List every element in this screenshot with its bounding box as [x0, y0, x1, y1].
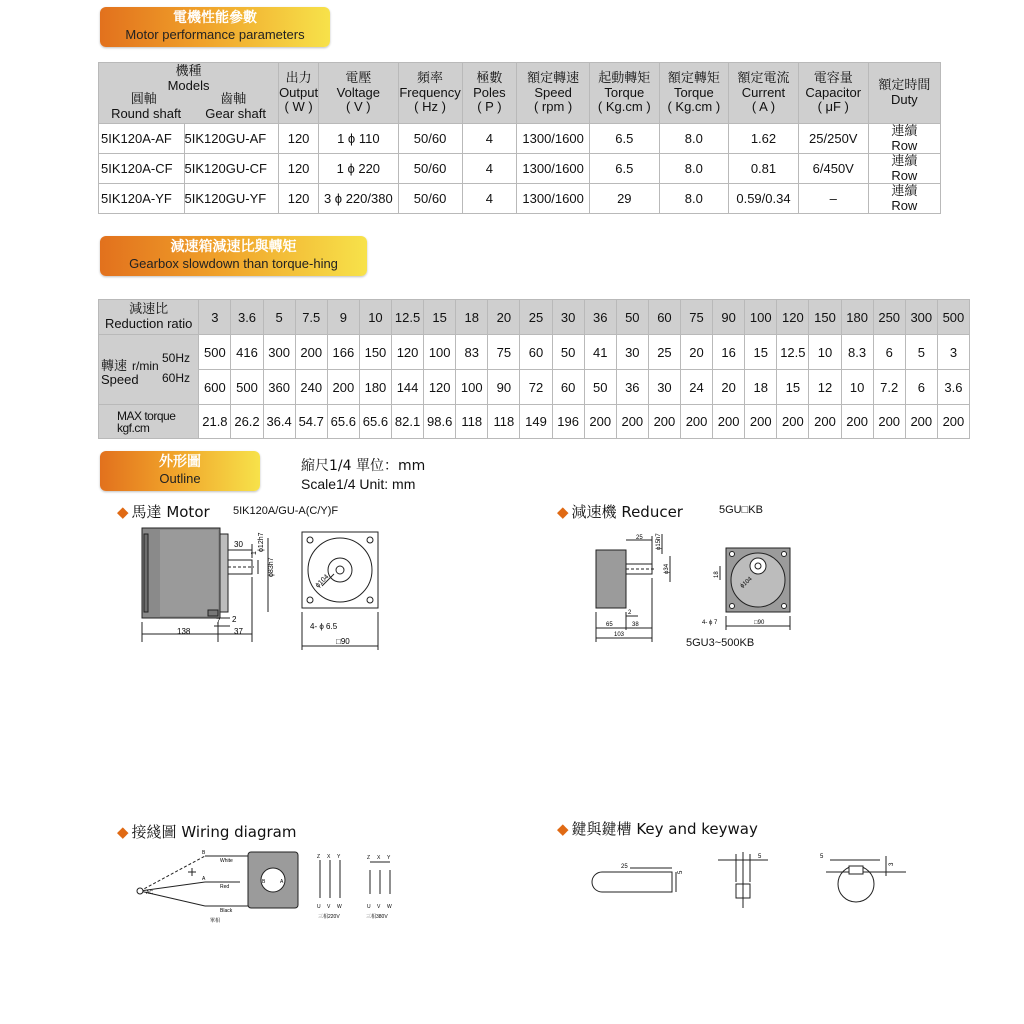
gear-cell-speed50: 5 — [905, 335, 937, 370]
cell-frequency: 50/60 — [398, 154, 462, 184]
gear-cell-speed50: 50 — [552, 335, 584, 370]
perf-banner — [100, 7, 330, 47]
gear-cell-speed50: 300 — [263, 335, 295, 370]
gear-cell-ratios: 18 — [456, 300, 488, 335]
gear-cell-speed60: 12 — [809, 370, 841, 405]
gear-cell-speed50: 10 — [809, 335, 841, 370]
gear-cell-speed50: 6 — [873, 335, 905, 370]
cell-frequency: 50/60 — [398, 124, 462, 154]
key-w2: 5 — [758, 854, 762, 860]
gear-cell-ratios: 300 — [905, 300, 937, 335]
dim-83h7: ϕ83h7 — [268, 557, 275, 577]
cell-duty: 連續 Row — [868, 124, 940, 154]
wiring-section-title: ◆ 接綫圖 Wiring diagram — [117, 823, 297, 841]
gear-cell-speed60: 50 — [584, 370, 616, 405]
cell-gear: 5IK120GU-YF — [184, 184, 279, 214]
gear-cell-speed60: 240 — [295, 370, 327, 405]
gear-cell-ratios: 3 — [199, 300, 231, 335]
poles-header: 極數 Poles ( P ) — [462, 63, 517, 124]
key-len: 25 — [621, 864, 628, 870]
dim-38: 38 — [632, 622, 639, 628]
gear-cell-speed60: 600 — [199, 370, 231, 405]
wire-white: White — [220, 858, 233, 864]
gear-cell-torque: 26.2 — [231, 405, 263, 439]
cell-poles: 4 — [462, 154, 517, 184]
diamond-icon: ◆ — [557, 504, 569, 521]
w2: W — [387, 904, 392, 910]
dim-37: 37 — [234, 627, 243, 636]
reducer-drawing — [590, 530, 810, 650]
gear-cell-ratios: 120 — [777, 300, 809, 335]
speed-header: 額定轉速 Speed ( rpm ) — [517, 63, 590, 124]
gear-banner — [100, 236, 367, 276]
gear-cell-speed60: 20 — [713, 370, 745, 405]
wire-a: A — [202, 876, 206, 882]
motor-a: A — [280, 879, 284, 885]
wire-b: B — [202, 850, 206, 856]
gear-cell-speed60: 60 — [552, 370, 584, 405]
dim-30: 30 — [234, 540, 243, 549]
gear-cell-speed50: 15 — [745, 335, 777, 370]
y2: Y — [387, 855, 391, 861]
cell-poles: 4 — [462, 124, 517, 154]
reducer-model: 5GU□KB — [719, 504, 763, 516]
gear-cell-speed60: 24 — [680, 370, 712, 405]
gear-cell-torque: 200 — [680, 405, 712, 439]
v380: 三相380V — [366, 914, 388, 920]
diamond-icon: ◆ — [557, 821, 569, 838]
u2: U — [367, 904, 371, 910]
gear-cell-torque: 200 — [745, 405, 777, 439]
dim-holes-r: 4- ϕ 7 — [702, 620, 718, 626]
dim-1: 1 — [251, 551, 258, 555]
models-header: 機種 Models 圓軸 齒軸 Round shaft Gear shaft — [99, 63, 279, 124]
gear-cell-ratios: 50 — [616, 300, 648, 335]
gear-table — [98, 299, 970, 439]
gear-cell-torque: 200 — [937, 405, 969, 439]
gear-cell-torque: 200 — [713, 405, 745, 439]
dim-2: 2 — [232, 615, 237, 624]
key-section-title: ◆ 鍵與鍵槽 Key and keyway — [557, 820, 758, 838]
perf-table — [98, 62, 941, 214]
ratio-label: 減速比 Reduction ratio — [99, 300, 199, 335]
gear-cell-speed50: 166 — [327, 335, 359, 370]
rated-torque-header: 額定轉矩 Torque ( Kg.cm ) — [659, 63, 729, 124]
wire-black: Black — [220, 908, 233, 914]
gear-cell-ratios: 20 — [488, 300, 520, 335]
cell-capacitor: 25/250V — [798, 124, 868, 154]
outline-banner-en: Outline — [159, 471, 201, 486]
cell-duty: 連續 Row — [868, 184, 940, 214]
z1: Z — [317, 854, 321, 860]
gear-cell-ratios: 36 — [584, 300, 616, 335]
gear-cell-speed60: 360 — [263, 370, 295, 405]
cell-rated-torque: 8.0 — [659, 184, 729, 214]
cell-output: 120 — [279, 184, 319, 214]
gear-cell-torque: 98.6 — [424, 405, 456, 439]
cell-output: 120 — [279, 154, 319, 184]
table-row — [99, 124, 941, 154]
start-torque-header: 起動轉矩 Torque ( Kg.cm ) — [590, 63, 660, 124]
u1: U — [317, 904, 321, 910]
gear-cell-ratios: 500 — [937, 300, 969, 335]
gear-cell-torque: 200 — [777, 405, 809, 439]
scale-zh: 縮尺1/4 單位：mm — [301, 458, 426, 474]
gear-cell-torque: 149 — [520, 405, 552, 439]
z2: Z — [367, 855, 371, 861]
gear-banner-en: Gearbox slowdown than torque-hing — [129, 256, 338, 271]
gear-cell-torque: 36.4 — [263, 405, 295, 439]
dim-7: 7 — [216, 617, 221, 626]
outline-banner — [100, 451, 260, 491]
wire-red: Red — [220, 884, 230, 890]
cell-gear: 5IK120GU-AF — [184, 124, 279, 154]
motor-b: B — [262, 879, 266, 885]
cell-start-torque: 29 — [590, 184, 660, 214]
gear-cell-speed60: 10 — [841, 370, 873, 405]
speed-label: 轉速 Speed r/min 50Hz 60Hz — [99, 335, 199, 405]
gear-cell-ratios: 250 — [873, 300, 905, 335]
dim-104r: ϕ104 — [739, 576, 754, 590]
cell-rated-torque: 8.0 — [659, 154, 729, 184]
gear-cell-torque: 54.7 — [295, 405, 327, 439]
gear-cell-speed50: 150 — [359, 335, 391, 370]
cell-voltage: 1 ϕ 220 — [319, 154, 398, 184]
gear-cell-ratios: 10 — [359, 300, 391, 335]
gear-cell-speed50: 41 — [584, 335, 616, 370]
perf-banner-en: Motor performance parameters — [125, 27, 305, 42]
gear-cell-ratios: 25 — [520, 300, 552, 335]
wiring-drawing — [130, 846, 410, 928]
v2: V — [377, 904, 381, 910]
scale-note — [301, 457, 425, 493]
table-row — [99, 154, 941, 184]
dim-18: 18 — [714, 571, 720, 578]
x2: X — [377, 855, 381, 861]
gear-cell-ratios: 12.5 — [392, 300, 424, 335]
keyway-w: 5 — [820, 854, 824, 860]
cell-current: 0.59/0.34 — [729, 184, 799, 214]
gear-cell-speed50: 75 — [488, 335, 520, 370]
dim-65: 65 — [606, 622, 613, 628]
cell-rated-torque: 8.0 — [659, 124, 729, 154]
gear-cell-torque: 65.6 — [359, 405, 391, 439]
cell-current: 0.81 — [729, 154, 799, 184]
gear-cell-speed50: 100 — [424, 335, 456, 370]
dim-holes: 4- ϕ 6.5 — [310, 622, 338, 631]
gear-cell-ratios: 3.6 — [231, 300, 263, 335]
gear-cell-ratios: 15 — [424, 300, 456, 335]
dim-104: ϕ104 — [314, 573, 331, 590]
cell-gear: 5IK120GU-CF — [184, 154, 279, 184]
gear-cell-torque: 82.1 — [392, 405, 424, 439]
gear-cell-ratios: 30 — [552, 300, 584, 335]
gear-cell-torque: 21.8 — [199, 405, 231, 439]
table-row — [99, 184, 941, 214]
cell-frequency: 50/60 — [398, 184, 462, 214]
gear-cell-torque: 118 — [488, 405, 520, 439]
reducer-section-title: ◆ 減速機 Reducer — [557, 503, 683, 521]
gear-cell-speed50: 200 — [295, 335, 327, 370]
keyway-depth: 3 — [889, 862, 895, 866]
gear-cell-ratios: 90 — [713, 300, 745, 335]
cell-duty: 連續 Row — [868, 154, 940, 184]
gear-cell-speed50: 8.3 — [841, 335, 873, 370]
gear-cell-speed60: 36 — [616, 370, 648, 405]
gear-cell-speed60: 144 — [392, 370, 424, 405]
gear-cell-ratios: 75 — [680, 300, 712, 335]
dim-138: 138 — [177, 627, 191, 636]
gear-cell-speed50: 30 — [616, 335, 648, 370]
gear-cell-ratios: 180 — [841, 300, 873, 335]
gear-cell-torque: 196 — [552, 405, 584, 439]
gear-cell-torque: 200 — [841, 405, 873, 439]
reducer-range: 5GU3~500KB — [686, 637, 755, 649]
dim-15h7: ϕ15h7 — [656, 533, 662, 550]
gear-cell-speed60: 100 — [456, 370, 488, 405]
output-header: 出力 Output ( W ) — [279, 63, 319, 124]
gear-cell-torque: 200 — [809, 405, 841, 439]
gear-cell-speed60: 18 — [745, 370, 777, 405]
gear-cell-speed60: 15 — [777, 370, 809, 405]
gear-cell-speed50: 500 — [199, 335, 231, 370]
motor-drawing — [130, 522, 390, 652]
motor-model: 5IK120A/GU-A(C/Y)F — [233, 505, 339, 517]
gear-cell-ratios: 100 — [745, 300, 777, 335]
key-w: 5 — [678, 870, 684, 874]
gear-banner-zh: 減速箱減速比與轉矩 — [170, 239, 297, 255]
gear-cell-speed60: 7.2 — [873, 370, 905, 405]
gear-cell-ratios: 9 — [327, 300, 359, 335]
cell-round: 5IK120A-CF — [99, 154, 185, 184]
dim-34: ϕ34 — [664, 563, 670, 574]
capacitor-header: 電容量 Capacitor ( μF ) — [798, 63, 868, 124]
cell-capacitor: 6/450V — [798, 154, 868, 184]
gear-cell-torque: 118 — [456, 405, 488, 439]
x1: X — [327, 854, 331, 860]
w1: W — [337, 904, 342, 910]
cell-start-torque: 6.5 — [590, 124, 660, 154]
gear-cell-speed50: 416 — [231, 335, 263, 370]
perf-banner-zh: 電機性能參數 — [173, 10, 257, 26]
cell-start-torque: 6.5 — [590, 154, 660, 184]
gear-cell-ratios: 5 — [263, 300, 295, 335]
motor-section-title: ◆ 馬達 Motor — [117, 503, 210, 521]
scale-en: Scale1/4 Unit: mm — [301, 476, 416, 492]
dim-103: 103 — [614, 632, 625, 638]
cell-current: 1.62 — [729, 124, 799, 154]
y1: Y — [337, 854, 341, 860]
v220: 三相220V — [318, 914, 340, 920]
torque-label: MAX torque kgf.cm — [99, 405, 199, 439]
v1: V — [327, 904, 331, 910]
cell-speed: 1300/1600 — [517, 154, 590, 184]
frequency-header: 頻率 Frequency ( Hz ) — [398, 63, 462, 124]
dim-90: □90 — [336, 637, 350, 646]
diamond-icon: ◆ — [117, 504, 129, 521]
cell-speed: 1300/1600 — [517, 184, 590, 214]
cell-speed: 1300/1600 — [517, 124, 590, 154]
gear-cell-speed50: 20 — [680, 335, 712, 370]
gear-cell-speed60: 500 — [231, 370, 263, 405]
gear-cell-speed60: 6 — [905, 370, 937, 405]
cell-round: 5IK120A-YF — [99, 184, 185, 214]
outline-banner-zh: 外形圖 — [159, 454, 201, 470]
gear-cell-speed50: 60 — [520, 335, 552, 370]
dim-90r: □90 — [754, 620, 765, 626]
gear-cell-speed60: 30 — [648, 370, 680, 405]
gear-cell-speed60: 120 — [424, 370, 456, 405]
gear-cell-speed60: 3.6 — [937, 370, 969, 405]
voltage-header: 電壓 Voltage ( V ) — [319, 63, 398, 124]
cell-capacitor: – — [798, 184, 868, 214]
gear-cell-speed60: 90 — [488, 370, 520, 405]
cell-poles: 4 — [462, 184, 517, 214]
gear-cell-torque: 200 — [616, 405, 648, 439]
cell-round: 5IK120A-AF — [99, 124, 185, 154]
gear-cell-speed50: 12.5 — [777, 335, 809, 370]
gear-cell-speed50: 25 — [648, 335, 680, 370]
gear-cell-ratios: 150 — [809, 300, 841, 335]
gear-cell-speed50: 120 — [392, 335, 424, 370]
gear-cell-torque: 200 — [584, 405, 616, 439]
gear-cell-speed50: 3 — [937, 335, 969, 370]
gear-cell-speed60: 180 — [359, 370, 391, 405]
wire-single: 單相 — [210, 918, 221, 924]
gear-cell-torque: 200 — [648, 405, 680, 439]
gear-cell-torque: 65.6 — [327, 405, 359, 439]
diamond-icon: ◆ — [117, 824, 129, 841]
dim-12h7: ϕ12h7 — [258, 532, 265, 552]
current-header: 額定電流 Current ( A ) — [729, 63, 799, 124]
wire-ac: AC — [146, 890, 153, 896]
gear-cell-speed50: 83 — [456, 335, 488, 370]
gear-cell-ratios: 60 — [648, 300, 680, 335]
cell-output: 120 — [279, 124, 319, 154]
dim-25: 25 — [636, 535, 643, 541]
key-drawing — [590, 842, 920, 922]
gear-cell-speed50: 16 — [713, 335, 745, 370]
gear-cell-speed60: 200 — [327, 370, 359, 405]
gear-cell-speed60: 72 — [520, 370, 552, 405]
gear-cell-torque: 200 — [873, 405, 905, 439]
gear-cell-ratios: 7.5 — [295, 300, 327, 335]
cell-voltage: 3 ϕ 220/380 — [319, 184, 398, 214]
gear-cell-torque: 200 — [905, 405, 937, 439]
dim-2r: 2 — [628, 610, 632, 616]
cell-voltage: 1 ϕ 110 — [319, 124, 398, 154]
duty-header: 額定時間 Duty — [868, 63, 940, 124]
